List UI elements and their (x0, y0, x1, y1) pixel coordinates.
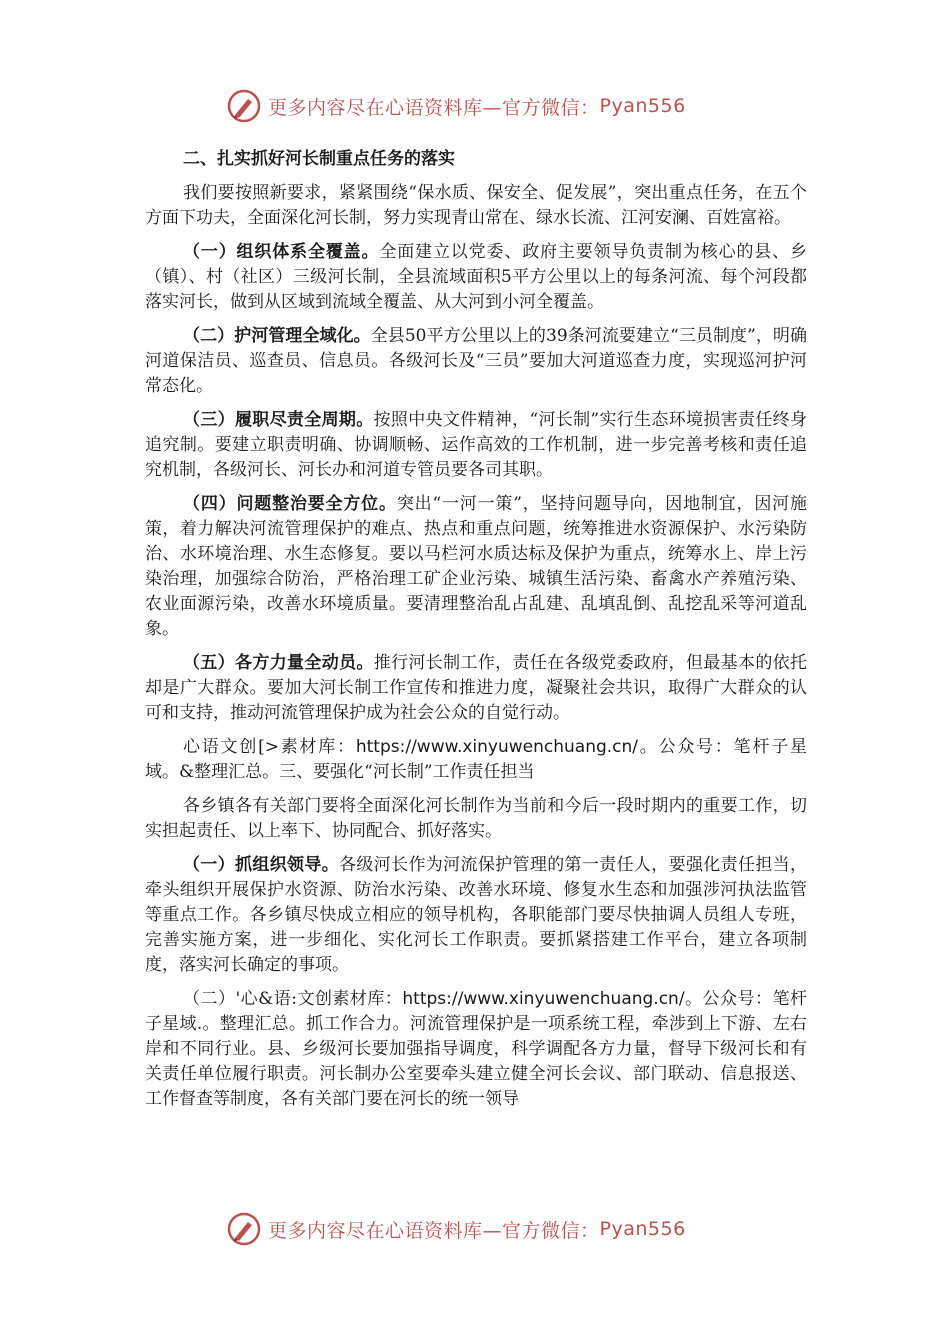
watermark-banner-top (226, 86, 686, 126)
banner-wechat-id: Pyan556 (599, 95, 686, 117)
paragraph: （一）组织体系全覆盖。全面建立以党委、政府主要领导负责制为核心的县、乡（镇）、村（社区）三级河长制，全县流域面积5平方公里以上的每条河流、每个河段都落实河长，做到从区域到流域全覆盖、从大河到小河全覆盖。 (145, 242, 808, 312)
paragraph: （二）'心&语:文创素材库：https://www.xinyuwenchuang.cn/。公众号：笔杆子星域.。整理汇总。抓工作合力。河流管理保护是一项系统工程，牵涉到上下游、左右岸和不同行业。县、乡级河长要加强指导调度，科学调配各方力量，督导下级河长和有关责任单位履行职责。河长制办公室要牵头建立健全河长会议、部门联动、信息报送、工作督查等制度，各有关部门要在河长的统一领导 (145, 989, 807, 1109)
paragraph: （一）抓组织领导。各级河长作为河流保护管理的第一责任人，要强化责任担当，牵头组织开展保护水资源、防治水污染、改善水环境、修复水生态和加强涉河执法监管等重点工作。各乡镇尽快成立相应的领导机构，各职能部门要尽快抽调人员组人专班，完善实施方案，进一步细化、实化河长工作职责。要抓紧搭建工作平台，建立各项制度，落实河长确定的事项。 (145, 855, 808, 975)
paragraph-lead: （一）组织体系全覆盖。 (183, 242, 380, 262)
paragraph: 我们要按照新要求，紧紧围绕“保水质、保安全、促发展”，突出重点任务，在五个方面下功夫，全面深化河长制，努力实现青山常在、绿水长流、江河安澜、百姓富裕。 (145, 183, 807, 228)
paragraph: （四）问题整治要全方位。突出“一河一策”，坚持问题导向，因地制宜，因河施策，着力解决河流管理保护的难点、热点和重点问题，统筹推进水资源保护、水污染防治、水环境治理、水生态修复。要以马栏河水质达标及保护为重点，统筹水上、岸上污染治理，加强综合防治，严格治理工矿企业污染、城镇生活污染、畜禽水产养殖污染、农业面源污染，改善水环境质量。要清理整治乱占乱建、乱填乱倒、乱挖乱采等河道乱象。 (145, 494, 807, 639)
banner-wechat-id: Pyan556 (599, 1218, 686, 1240)
watermark-banner-bottom (226, 1209, 686, 1249)
url-text: https://www.xinyuwenchuang.cn/ (355, 737, 639, 757)
pen-logo-icon (226, 88, 262, 124)
paragraph: （三）履职尽责全周期。按照中央文件精神，“河长制”实行生态环境损害责任终身追究制。要建立职责明确、协调顺畅、运作高效的工作机制，进一步完善考核和责任追究机制，各级河长、河长办和河道专管员要各司其职。 (145, 410, 807, 480)
paragraph-lead: （一）抓组织领导。 (183, 855, 340, 875)
paragraph-lead: （三）履职尽责全周期。 (183, 410, 374, 430)
pen-logo-icon (226, 1211, 262, 1247)
paragraph: 各乡镇各有关部门要将全面深化河长制作为当前和今后一段时期内的重要工作，切实担起责任、以上率下、协同配合、抓好落实。 (145, 796, 807, 841)
banner-text: 更多内容尽在心语资料库—官方微信： (268, 96, 600, 119)
paragraph-lead: （二）护河管理全域化。 (183, 326, 371, 346)
banner-text: 更多内容尽在心语资料库—官方微信： (268, 1219, 600, 1242)
document-body (145, 147, 807, 1121)
paragraph: （二）护河管理全域化。全县50平方公里以上的39条河流要建立“三员制度”，明确河道保洁员、巡查员、信息员。各级河长及“三员”要加大河道巡查力度，实现巡河护河常态化。 (145, 326, 807, 396)
paragraph: （五）各方力量全动员。推行河长制工作，责任在各级党委政府，但最基本的依托却是广大群众。要加大河长制工作宣传和推进力度，凝聚社会共识，取得广大群众的认可和支持，推动河流管理保护成为社会公众的自觉行动。 (145, 653, 808, 723)
paragraph-lead: （四）问题整治要全方位。 (183, 494, 397, 514)
paragraph-lead: （五）各方力量全动员。 (183, 653, 374, 673)
url-text: https://www.xinyuwenchuang.cn/ (402, 989, 685, 1009)
paragraph: 心语文创[>素材库：https://www.xinyuwenchuang.cn/。公众号：笔杆子星域。&整理汇总。三、要强化“河长制”工作责任担当 (145, 737, 807, 782)
section-heading: 二、扎实抓好河长制重点任务的落实 (183, 149, 455, 169)
